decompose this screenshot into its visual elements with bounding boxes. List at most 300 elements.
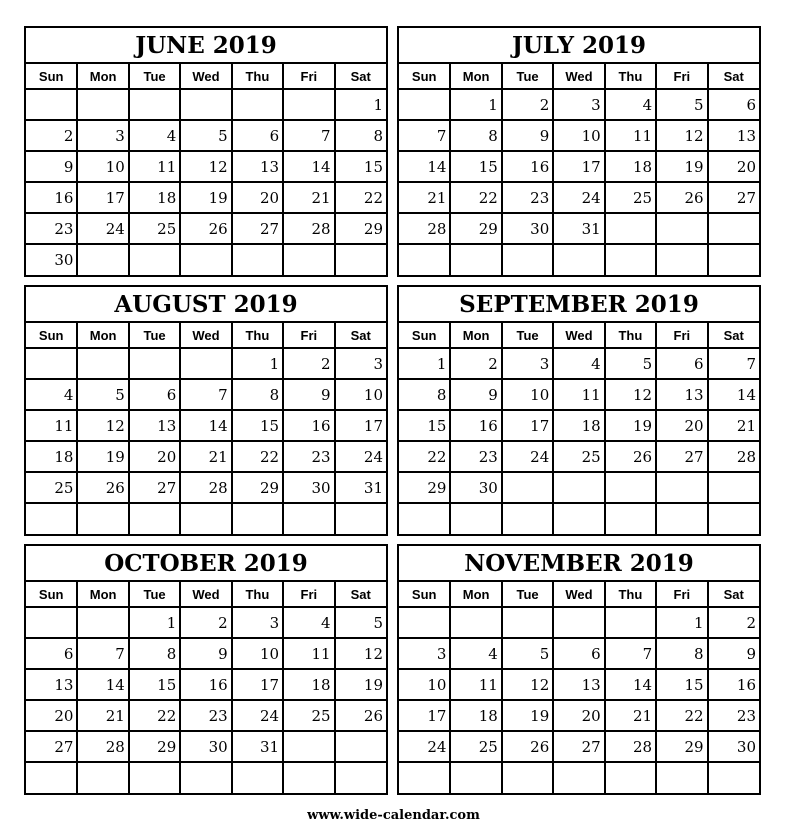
week-row xyxy=(399,441,759,472)
day-cell: 1 xyxy=(335,89,386,120)
month-table xyxy=(26,64,386,275)
day-cell xyxy=(283,731,334,762)
day-cell: 12 xyxy=(502,669,553,700)
day-cell: 30 xyxy=(26,244,77,275)
weekday-header: Sun xyxy=(399,64,450,89)
day-cell xyxy=(129,348,180,379)
day-cell: 11 xyxy=(553,379,604,410)
day-cell xyxy=(335,244,386,275)
weekday-header: Tue xyxy=(502,323,553,348)
day-cell xyxy=(502,472,553,503)
day-cell: 29 xyxy=(232,472,283,503)
day-cell: 9 xyxy=(502,120,553,151)
day-cell: 12 xyxy=(77,410,128,441)
day-cell: 28 xyxy=(605,731,656,762)
day-cell: 4 xyxy=(450,638,501,669)
weekday-header: Wed xyxy=(553,323,604,348)
day-cell: 18 xyxy=(129,182,180,213)
month-table xyxy=(399,582,759,793)
day-cell: 22 xyxy=(399,441,450,472)
weekday-header: Wed xyxy=(180,582,231,607)
month-title: JUNE 2019 xyxy=(26,28,386,64)
day-cell xyxy=(553,472,604,503)
day-cell: 16 xyxy=(502,151,553,182)
day-cell: 12 xyxy=(656,120,707,151)
day-cell xyxy=(180,348,231,379)
day-cell xyxy=(502,503,553,534)
weekday-header: Fri xyxy=(656,323,707,348)
day-cell: 28 xyxy=(77,731,128,762)
day-cell: 6 xyxy=(708,89,759,120)
day-cell: 30 xyxy=(283,472,334,503)
weekday-header-row xyxy=(399,323,759,348)
day-cell xyxy=(656,213,707,244)
day-cell: 25 xyxy=(553,441,604,472)
day-cell: 14 xyxy=(708,379,759,410)
day-cell: 28 xyxy=(399,213,450,244)
week-row xyxy=(26,151,386,182)
day-cell: 24 xyxy=(232,700,283,731)
day-cell xyxy=(553,607,604,638)
day-cell: 19 xyxy=(502,700,553,731)
day-cell xyxy=(232,503,283,534)
day-cell: 12 xyxy=(180,151,231,182)
day-cell: 21 xyxy=(283,182,334,213)
day-cell xyxy=(77,348,128,379)
day-cell: 1 xyxy=(129,607,180,638)
weekday-header: Mon xyxy=(450,323,501,348)
week-row xyxy=(399,213,759,244)
day-cell: 2 xyxy=(450,348,501,379)
day-cell: 17 xyxy=(77,182,128,213)
weekday-header: Thu xyxy=(232,323,283,348)
day-cell: 18 xyxy=(553,410,604,441)
day-cell xyxy=(232,89,283,120)
day-cell xyxy=(283,244,334,275)
weekday-header: Wed xyxy=(180,323,231,348)
weekday-header-row xyxy=(26,582,386,607)
day-cell: 13 xyxy=(232,151,283,182)
day-cell: 15 xyxy=(232,410,283,441)
day-cell xyxy=(553,762,604,793)
weekday-header: Sat xyxy=(708,323,759,348)
day-cell: 29 xyxy=(335,213,386,244)
day-cell: 6 xyxy=(232,120,283,151)
month-title: NOVEMBER 2019 xyxy=(399,546,759,582)
day-cell xyxy=(283,762,334,793)
day-cell: 14 xyxy=(77,669,128,700)
month-title: JULY 2019 xyxy=(399,28,759,64)
day-cell: 8 xyxy=(399,379,450,410)
day-cell: 17 xyxy=(399,700,450,731)
day-cell: 3 xyxy=(502,348,553,379)
day-cell: 1 xyxy=(450,89,501,120)
day-cell: 26 xyxy=(180,213,231,244)
day-cell xyxy=(399,503,450,534)
weekday-header: Tue xyxy=(502,582,553,607)
weekday-header: Fri xyxy=(283,64,334,89)
day-cell: 16 xyxy=(708,669,759,700)
weekday-header: Thu xyxy=(232,582,283,607)
day-cell: 7 xyxy=(283,120,334,151)
day-cell: 19 xyxy=(656,151,707,182)
day-cell: 2 xyxy=(502,89,553,120)
day-cell xyxy=(283,89,334,120)
day-cell: 15 xyxy=(335,151,386,182)
day-cell xyxy=(335,503,386,534)
day-cell xyxy=(26,607,77,638)
day-cell xyxy=(180,244,231,275)
day-cell xyxy=(129,503,180,534)
day-cell xyxy=(605,213,656,244)
weekday-header: Sun xyxy=(26,323,77,348)
day-cell: 17 xyxy=(335,410,386,441)
day-cell: 24 xyxy=(335,441,386,472)
day-cell: 10 xyxy=(502,379,553,410)
day-cell: 5 xyxy=(605,348,656,379)
day-cell: 7 xyxy=(180,379,231,410)
day-cell: 16 xyxy=(180,669,231,700)
day-cell xyxy=(656,244,707,275)
day-cell xyxy=(180,89,231,120)
weekday-header: Mon xyxy=(450,582,501,607)
week-row xyxy=(399,762,759,793)
week-row xyxy=(26,472,386,503)
day-cell xyxy=(26,89,77,120)
weekday-header: Fri xyxy=(283,323,334,348)
day-cell xyxy=(450,244,501,275)
weekday-header: Wed xyxy=(553,64,604,89)
day-cell xyxy=(77,503,128,534)
day-cell: 26 xyxy=(656,182,707,213)
week-row xyxy=(399,669,759,700)
weekday-header: Sat xyxy=(335,323,386,348)
day-cell: 31 xyxy=(232,731,283,762)
day-cell: 13 xyxy=(656,379,707,410)
week-row xyxy=(26,348,386,379)
day-cell: 19 xyxy=(180,182,231,213)
day-cell: 1 xyxy=(436,354,447,373)
day-cell: 3 xyxy=(232,607,283,638)
day-cell: 1 xyxy=(232,348,283,379)
week-row xyxy=(26,669,386,700)
day-cell: 23 xyxy=(502,182,553,213)
day-cell xyxy=(335,762,386,793)
month-calendar xyxy=(397,544,761,795)
day-cell: 27 xyxy=(708,182,759,213)
day-cell: 24 xyxy=(502,441,553,472)
day-cell xyxy=(180,503,231,534)
day-cell: 4 xyxy=(283,607,334,638)
weekday-header: Mon xyxy=(77,323,128,348)
day-cell: 15 xyxy=(129,669,180,700)
day-cell: 24 xyxy=(553,182,604,213)
day-cell xyxy=(26,348,77,379)
day-cell: 4 xyxy=(129,120,180,151)
day-cell xyxy=(656,472,707,503)
day-cell: 14 xyxy=(283,151,334,182)
day-cell: 21 xyxy=(180,441,231,472)
day-cell: 24 xyxy=(77,213,128,244)
weekday-header: Wed xyxy=(553,582,604,607)
day-cell: 26 xyxy=(77,472,128,503)
day-cell: 3 xyxy=(77,120,128,151)
day-cell: 22 xyxy=(335,182,386,213)
week-row xyxy=(26,607,386,638)
weekday-header: Sat xyxy=(335,64,386,89)
day-cell: 13 xyxy=(708,120,759,151)
day-cell: 5 xyxy=(180,120,231,151)
day-cell: 16 xyxy=(450,410,501,441)
day-cell: 25 xyxy=(283,700,334,731)
day-cell: 22 xyxy=(450,182,501,213)
day-cell: 11 xyxy=(605,120,656,151)
week-row xyxy=(26,379,386,410)
day-cell: 2 xyxy=(283,348,334,379)
day-cell: 29 xyxy=(656,731,707,762)
day-cell: 26 xyxy=(335,700,386,731)
day-cell xyxy=(656,762,707,793)
day-cell xyxy=(77,89,128,120)
day-cell xyxy=(605,607,656,638)
day-cell xyxy=(708,213,759,244)
day-cell xyxy=(450,503,501,534)
day-cell: 18 xyxy=(283,669,334,700)
month-calendar xyxy=(397,26,761,277)
day-cell: 10 xyxy=(553,120,604,151)
day-cell: 23 xyxy=(283,441,334,472)
day-cell: 13 xyxy=(553,669,604,700)
day-cell: 19 xyxy=(77,441,128,472)
day-cell: 20 xyxy=(129,441,180,472)
weekday-header: Fri xyxy=(283,582,334,607)
day-cell: 17 xyxy=(232,669,283,700)
week-row xyxy=(399,731,759,762)
day-cell xyxy=(26,762,77,793)
day-cell: 2 xyxy=(26,120,77,151)
day-cell: 21 xyxy=(399,182,450,213)
day-cell: 28 xyxy=(283,213,334,244)
day-cell: 6 xyxy=(553,638,604,669)
week-row xyxy=(26,89,386,120)
weekday-header: Thu xyxy=(605,323,656,348)
day-cell: 12 xyxy=(335,638,386,669)
weekday-header: Fri xyxy=(656,582,707,607)
day-cell: 21 xyxy=(605,700,656,731)
day-cell: 24 xyxy=(399,731,450,762)
day-cell: 5 xyxy=(656,89,707,120)
day-cell: 8 xyxy=(656,638,707,669)
week-row xyxy=(26,700,386,731)
day-cell: 25 xyxy=(450,731,501,762)
day-cell xyxy=(605,472,656,503)
day-cell: 19 xyxy=(335,669,386,700)
week-row xyxy=(26,441,386,472)
day-cell: 10 xyxy=(232,638,283,669)
day-cell xyxy=(502,244,553,275)
day-cell xyxy=(399,607,450,638)
day-cell: 4 xyxy=(553,348,604,379)
day-cell: 22 xyxy=(656,700,707,731)
day-cell: 11 xyxy=(26,410,77,441)
week-row xyxy=(399,638,759,669)
day-cell: 30 xyxy=(180,731,231,762)
weekday-header: Wed xyxy=(180,64,231,89)
day-cell xyxy=(708,472,759,503)
day-cell: 6 xyxy=(129,379,180,410)
day-cell xyxy=(450,762,501,793)
weekday-header: Fri xyxy=(656,64,707,89)
day-cell: 19 xyxy=(605,410,656,441)
day-cell: 22 xyxy=(129,700,180,731)
day-cell: 30 xyxy=(502,213,553,244)
day-cell: 20 xyxy=(708,151,759,182)
day-cell: 11 xyxy=(129,151,180,182)
day-cell: 9 xyxy=(180,638,231,669)
day-cell: 26 xyxy=(502,731,553,762)
month-calendar xyxy=(24,544,388,795)
day-cell: 9 xyxy=(450,379,501,410)
day-cell: 18 xyxy=(26,441,77,472)
day-cell: 5 xyxy=(77,379,128,410)
day-cell: 8 xyxy=(450,120,501,151)
month-table xyxy=(399,64,759,275)
week-row xyxy=(26,213,386,244)
weekday-header: Tue xyxy=(129,323,180,348)
week-row xyxy=(26,120,386,151)
day-cell: 7 xyxy=(605,638,656,669)
day-cell: 9 xyxy=(283,379,334,410)
week-row xyxy=(399,607,759,638)
weekday-header: Sun xyxy=(399,323,450,348)
weekday-header: Sun xyxy=(399,582,450,607)
day-cell: 12 xyxy=(605,379,656,410)
day-cell xyxy=(399,762,450,793)
weekday-header: Sun xyxy=(26,582,77,607)
day-cell: 15 xyxy=(450,151,501,182)
weekday-header: Tue xyxy=(129,64,180,89)
day-cell: 10 xyxy=(77,151,128,182)
day-cell: 31 xyxy=(553,213,604,244)
day-cell: 3 xyxy=(335,348,386,379)
day-cell xyxy=(605,762,656,793)
day-cell: 30 xyxy=(708,731,759,762)
day-cell xyxy=(708,244,759,275)
day-cell: 1 xyxy=(656,607,707,638)
weekday-header: Sat xyxy=(335,582,386,607)
week-row xyxy=(399,700,759,731)
day-cell: 18 xyxy=(605,151,656,182)
weekday-header: Sun xyxy=(26,64,77,89)
day-cell: 14 xyxy=(605,669,656,700)
day-cell xyxy=(708,503,759,534)
day-cell: 27 xyxy=(26,731,77,762)
day-cell: 9 xyxy=(708,638,759,669)
weekday-header: Thu xyxy=(605,582,656,607)
weekday-header: Thu xyxy=(232,64,283,89)
day-cell: 23 xyxy=(708,700,759,731)
month-title: OCTOBER 2019 xyxy=(26,546,386,582)
day-cell: 26 xyxy=(605,441,656,472)
day-cell: 10 xyxy=(335,379,386,410)
month-table xyxy=(26,323,386,534)
week-row xyxy=(399,503,759,534)
day-cell xyxy=(26,503,77,534)
day-cell: 14 xyxy=(399,151,450,182)
week-row xyxy=(399,151,759,182)
week-row xyxy=(399,348,759,379)
day-cell: 11 xyxy=(450,669,501,700)
day-cell: 14 xyxy=(180,410,231,441)
day-cell: 23 xyxy=(26,213,77,244)
day-cell: 15 xyxy=(399,410,450,441)
weekday-header: Thu xyxy=(605,64,656,89)
day-cell: 22 xyxy=(232,441,283,472)
day-cell xyxy=(129,762,180,793)
day-cell: 15 xyxy=(656,669,707,700)
month-title: SEPTEMBER 2019 xyxy=(399,287,759,323)
day-cell xyxy=(502,607,553,638)
weekday-header: Mon xyxy=(77,64,128,89)
weekday-header: Sat xyxy=(708,582,759,607)
day-cell: 7 xyxy=(399,120,450,151)
day-cell xyxy=(605,244,656,275)
weekday-header: Tue xyxy=(129,582,180,607)
day-cell: 18 xyxy=(450,700,501,731)
day-cell: 21 xyxy=(708,410,759,441)
week-row xyxy=(26,244,386,275)
weekday-header-row xyxy=(399,582,759,607)
weekday-header: Mon xyxy=(77,582,128,607)
day-cell: 28 xyxy=(708,441,759,472)
day-cell: 10 xyxy=(399,669,450,700)
week-row xyxy=(399,244,759,275)
day-cell: 29 xyxy=(450,213,501,244)
day-cell: 13 xyxy=(26,669,77,700)
weekday-header-row xyxy=(399,64,759,89)
day-cell xyxy=(129,89,180,120)
day-cell xyxy=(708,762,759,793)
day-cell xyxy=(656,503,707,534)
day-cell xyxy=(77,607,128,638)
day-cell xyxy=(553,503,604,534)
day-cell: 7 xyxy=(708,348,759,379)
day-cell: 25 xyxy=(129,213,180,244)
week-row xyxy=(399,89,759,120)
day-cell: 3 xyxy=(399,638,450,669)
day-cell: 20 xyxy=(656,410,707,441)
day-cell: 30 xyxy=(450,472,501,503)
day-cell xyxy=(180,762,231,793)
day-cell: 4 xyxy=(605,89,656,120)
day-cell: 11 xyxy=(283,638,334,669)
day-cell xyxy=(399,244,450,275)
day-cell xyxy=(129,244,180,275)
month-title: AUGUST 2019 xyxy=(26,287,386,323)
month-table xyxy=(399,323,759,534)
weekday-header-row xyxy=(26,64,386,89)
day-cell: 25 xyxy=(26,472,77,503)
day-cell: 27 xyxy=(656,441,707,472)
weekday-header: Sat xyxy=(708,64,759,89)
week-row xyxy=(26,731,386,762)
day-cell: 7 xyxy=(77,638,128,669)
weekday-header: Mon xyxy=(450,64,501,89)
day-cell: 8 xyxy=(232,379,283,410)
day-cell: 27 xyxy=(553,731,604,762)
day-cell: 4 xyxy=(26,379,77,410)
month-calendar xyxy=(24,26,388,277)
